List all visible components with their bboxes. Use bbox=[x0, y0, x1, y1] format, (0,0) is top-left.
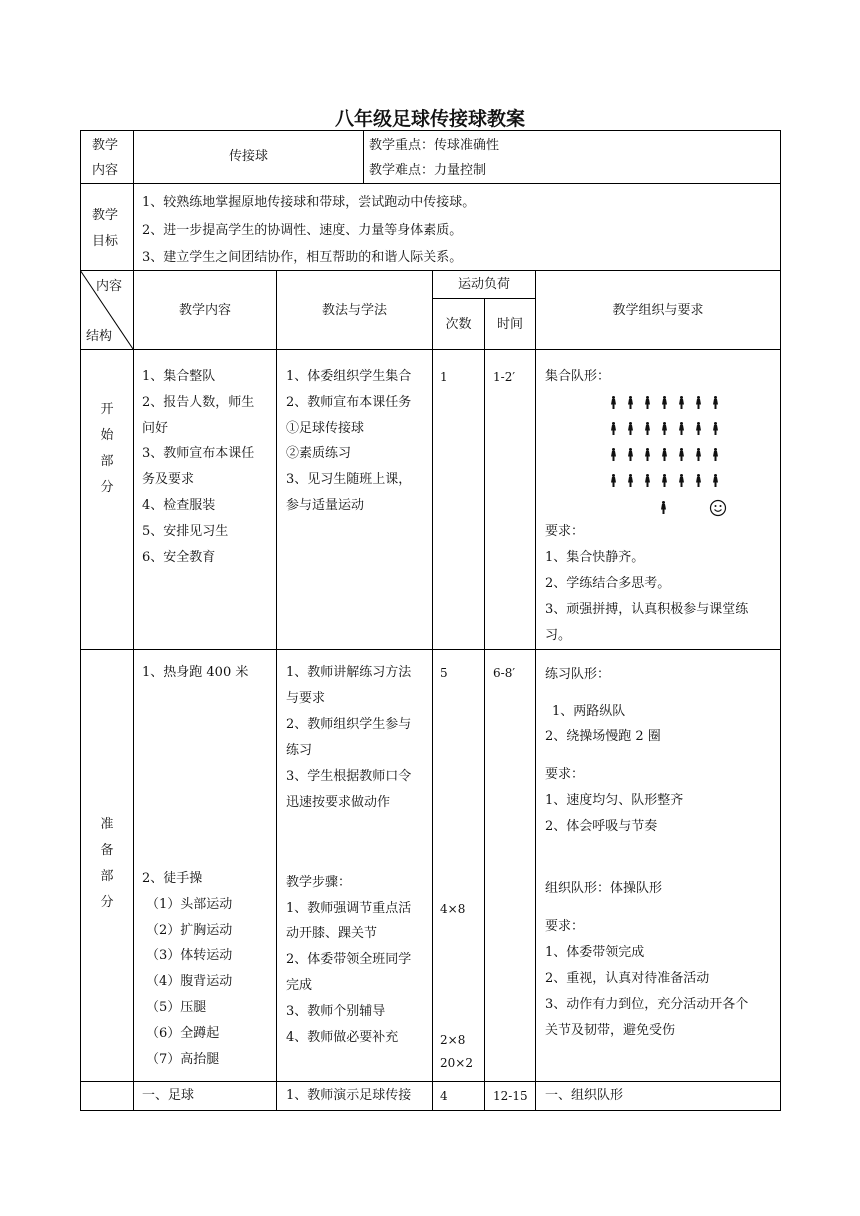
start-content: 5、安排见习生 bbox=[142, 524, 229, 539]
start-org-req: 习。 bbox=[545, 628, 572, 643]
col-divider bbox=[535, 270, 536, 1111]
row-divider bbox=[80, 649, 781, 650]
col-divider bbox=[133, 270, 134, 1111]
start-method: 3、见习生随班上课， bbox=[286, 472, 412, 487]
student-figure-icon bbox=[645, 474, 650, 487]
col-time: 时间 bbox=[496, 317, 523, 332]
student-figure-icon bbox=[696, 448, 701, 461]
col-divider bbox=[484, 298, 485, 1111]
section-label-start: 部 bbox=[100, 454, 114, 469]
student-figure-icon bbox=[628, 474, 633, 487]
col-count: 次数 bbox=[445, 317, 472, 332]
basic-org: 一、组织队形 bbox=[545, 1088, 624, 1103]
prep-org-req: 1、体委带领完成 bbox=[545, 945, 645, 960]
prep-method: 动开膝、踝关节 bbox=[286, 926, 378, 941]
difficulty: 教学难点：力量控制 bbox=[369, 163, 487, 178]
goal-item: 3、建立学生之间团结协作，相互帮助的和谐人际关系。 bbox=[142, 250, 463, 265]
row-divider bbox=[80, 1081, 781, 1082]
start-content: 务及要求 bbox=[142, 472, 195, 487]
prep-method: 完成 bbox=[286, 978, 313, 993]
student-figure-icon bbox=[696, 422, 701, 435]
start-org-req: 1、集合快静齐。 bbox=[545, 550, 645, 565]
student-figure-icon bbox=[645, 448, 650, 461]
col-teaching-content: 教学内容 bbox=[178, 303, 231, 318]
prep-org-req: 要求： bbox=[545, 767, 585, 782]
student-figure-icon bbox=[662, 396, 667, 409]
col-divider bbox=[276, 270, 277, 1111]
key-point: 教学重点：传球准确性 bbox=[369, 138, 500, 153]
prep-method: 与要求 bbox=[286, 691, 326, 706]
prep-content: 2、徒手操 bbox=[142, 871, 203, 886]
goal-label: 教学 bbox=[92, 208, 119, 223]
prep-org-req: 要求： bbox=[545, 919, 585, 934]
start-content: 4、检查服装 bbox=[142, 498, 216, 513]
prep-method: 4、教师做必要补充 bbox=[286, 1030, 399, 1045]
student-figure-icon bbox=[696, 474, 701, 487]
prep-org: 练习队形： bbox=[545, 667, 611, 682]
prep-time: 6-8′ bbox=[493, 666, 516, 680]
prep-org: 组织队形：体操队形 bbox=[545, 881, 663, 896]
student-figure-icon bbox=[679, 448, 684, 461]
prep-org-req: 2、体会呼吸与节奏 bbox=[545, 819, 658, 834]
basic-content: 一、足球 bbox=[142, 1088, 195, 1103]
prep-count: 5 bbox=[440, 666, 448, 680]
diag-top-label: 内容 bbox=[96, 279, 123, 294]
basic-method: 1、教师演示足球传接 bbox=[286, 1088, 412, 1103]
start-org-req: 2、学练结合多思考。 bbox=[545, 576, 671, 591]
section-label-prep: 分 bbox=[100, 895, 114, 910]
table-border bbox=[80, 130, 781, 131]
prep-content: （1）头部运动 bbox=[146, 897, 233, 912]
teacher-figure-icon bbox=[661, 501, 666, 514]
student-figure-icon bbox=[611, 474, 616, 487]
section-label-start: 始 bbox=[100, 428, 114, 443]
student-figure-icon bbox=[662, 422, 667, 435]
start-org-req: 要求： bbox=[545, 524, 585, 539]
diag-bottom-label: 结构 bbox=[86, 329, 113, 344]
prep-method: 迅速按要求做动作 bbox=[286, 795, 391, 810]
prep-method: 练习 bbox=[286, 743, 313, 758]
prep-content: （5）压腿 bbox=[146, 1000, 207, 1015]
goal-item: 2、进一步提高学生的协调性、速度、力量等身体素质。 bbox=[142, 223, 463, 238]
prep-method: 3、教师个别辅导 bbox=[286, 1004, 386, 1019]
student-figure-icon bbox=[628, 448, 633, 461]
student-figure-icon bbox=[713, 448, 718, 461]
prep-count: 4×8 bbox=[440, 902, 466, 916]
start-content: 6、安全教育 bbox=[142, 550, 216, 565]
section-label-prep: 准 bbox=[100, 817, 114, 832]
prep-method: 1、教师讲解练习方法 bbox=[286, 665, 412, 680]
content-label: 内容 bbox=[92, 163, 119, 178]
section-label-start: 分 bbox=[100, 480, 114, 495]
student-figure-icon bbox=[679, 396, 684, 409]
prep-content: （6）全蹲起 bbox=[146, 1026, 220, 1041]
goal-item: 1、较熟练地掌握原地传接球和带球，尝试跑动中传接球。 bbox=[142, 195, 476, 210]
page-title: 八年级足球传接球教案 bbox=[334, 108, 525, 130]
student-figure-icon bbox=[662, 448, 667, 461]
prep-method: 2、体委带领全班同学 bbox=[286, 952, 412, 967]
student-figure-icon bbox=[713, 422, 718, 435]
section-label-start: 开 bbox=[100, 402, 114, 417]
prep-content: 1、热身跑 400 米 bbox=[142, 665, 249, 680]
start-method: ②素质练习 bbox=[286, 446, 352, 461]
section-label-prep: 部 bbox=[100, 869, 114, 884]
start-content: 问好 bbox=[142, 421, 169, 436]
prep-method: 1、教师强调节重点活 bbox=[286, 901, 412, 916]
basic-time: 12-15 bbox=[493, 1089, 528, 1103]
content-value: 传接球 bbox=[228, 149, 268, 164]
start-method: 1、体委组织学生集合 bbox=[286, 369, 412, 384]
start-count: 1 bbox=[440, 370, 448, 384]
start-time: 1-2′ bbox=[493, 370, 516, 384]
student-figure-icon bbox=[679, 474, 684, 487]
student-figure-icon bbox=[696, 396, 701, 409]
prep-count: 20×2 bbox=[440, 1056, 473, 1070]
start-org-title: 集合队形： bbox=[545, 369, 611, 384]
table-border bbox=[780, 130, 781, 1111]
student-figure-icon bbox=[611, 448, 616, 461]
student-figure-icon bbox=[713, 474, 718, 487]
prep-org: 1、两路纵队 bbox=[552, 704, 626, 719]
col-method: 教法与学法 bbox=[321, 303, 387, 318]
student-figure-icon bbox=[611, 422, 616, 435]
prep-org-req: 1、速度均匀、队形整齐 bbox=[545, 793, 684, 808]
student-figure-icon bbox=[713, 396, 718, 409]
col-load: 运动负荷 bbox=[457, 277, 510, 292]
student-figure-icon bbox=[611, 396, 616, 409]
start-method: 参与适量运动 bbox=[286, 498, 365, 513]
prep-content: （4）腹背运动 bbox=[146, 974, 233, 989]
prep-org-req: 2、重视，认真对待准备活动 bbox=[545, 971, 710, 986]
prep-method: 教学步骤： bbox=[286, 875, 352, 890]
student-figure-icon bbox=[645, 396, 650, 409]
smiley-face-icon bbox=[709, 499, 727, 517]
start-content: 3、教师宣布本课任 bbox=[142, 446, 255, 461]
row-divider bbox=[80, 349, 781, 350]
col-organization: 教学组织与要求 bbox=[612, 303, 704, 318]
prep-method: 2、教师组织学生参与 bbox=[286, 717, 412, 732]
student-figure-icon bbox=[662, 474, 667, 487]
basic-count: 4 bbox=[440, 1089, 448, 1103]
start-method: ①足球传接球 bbox=[286, 421, 365, 436]
prep-org-req: 3、动作有力到位，充分活动开各个 bbox=[545, 997, 749, 1012]
student-figure-icon bbox=[628, 396, 633, 409]
start-content: 2、报告人数，师生 bbox=[142, 395, 255, 410]
content-label: 教学 bbox=[92, 138, 119, 153]
prep-count: 2×8 bbox=[440, 1033, 466, 1047]
start-org-req: 3、顽强拼搏，认真积极参与课堂练 bbox=[545, 602, 749, 617]
start-method: 2、教师宣布本课任务 bbox=[286, 395, 412, 410]
prep-org-req: 关节及韧带，避免受伤 bbox=[545, 1023, 676, 1038]
col-divider bbox=[432, 270, 433, 1111]
section-label-prep: 备 bbox=[100, 843, 114, 858]
prep-content: （7）高抬腿 bbox=[146, 1052, 220, 1067]
start-content: 1、集合整队 bbox=[142, 369, 216, 384]
prep-method: 3、学生根据教师口令 bbox=[286, 769, 412, 784]
prep-content: （2）扩胸运动 bbox=[146, 923, 233, 938]
prep-content: （3）体转运动 bbox=[146, 948, 233, 963]
prep-org: 2、绕操场慢跑 2 圈 bbox=[545, 729, 661, 744]
goal-label: 目标 bbox=[92, 234, 119, 249]
table-border bbox=[80, 1110, 781, 1111]
student-figure-icon bbox=[645, 422, 650, 435]
student-figure-icon bbox=[679, 422, 684, 435]
col-divider bbox=[363, 130, 364, 183]
student-figure-icon bbox=[628, 422, 633, 435]
